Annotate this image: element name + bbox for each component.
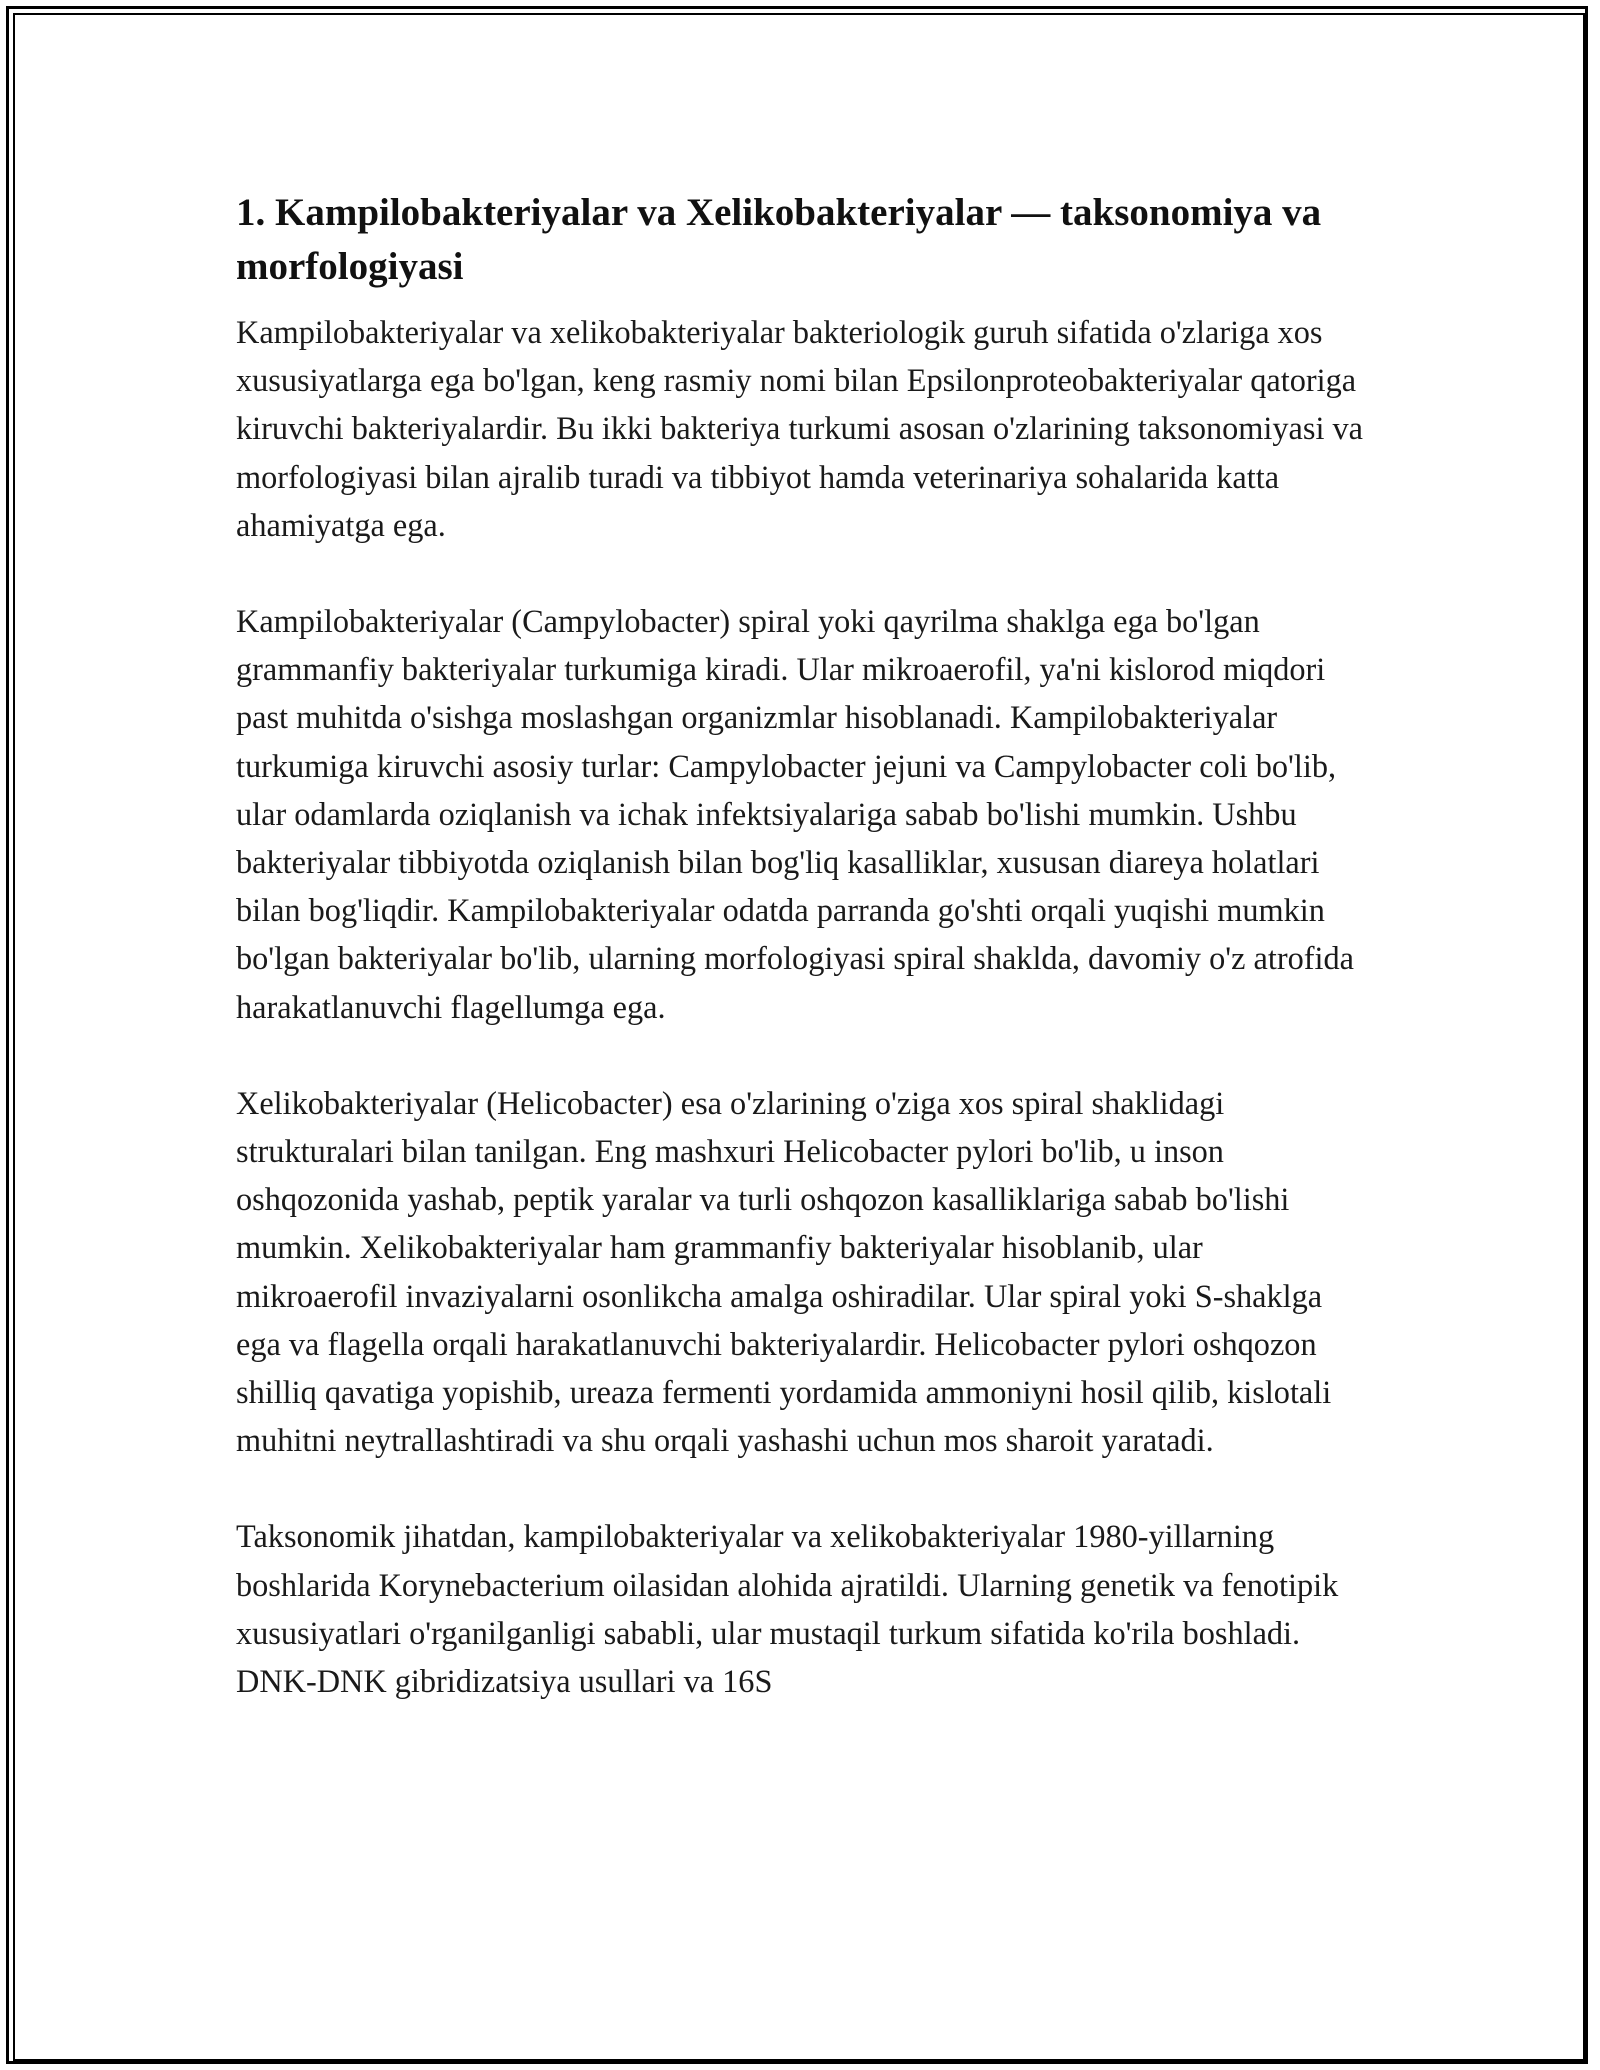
document-body	[236, 186, 1366, 1753]
paragraph-intro: Kampilobakteriyalar va xelikobakteriyalar bakteriologik guruh sifatida o'zlariga xos xususiyatlarga ega bo'lgan, keng rasmiy nomi bilan Epsilonproteobakteriyalar qatoriga kiruvchi bakteriyalardir. Bu ikki bakteriya turkumi asosan o'zlarining taksonomiyasi va morfologiyasi bilan ajralib turadi va tibbiyot hamda veterinariya sohalarida katta ahamiyatga ega.	[236, 314, 1363, 543]
paragraph-helicobacter: Xelikobakteriyalar (Helicobacter) esa o'zlarining o'ziga xos spiral shaklidagi strukturalari bilan tanilgan. Eng mashxuri Helicobacter pylori bo'lib, u inson oshqozonida yashab, peptik yaralar va turli oshqozon kasalliklariga sabab bo'lishi mumkin. Xelikobakteriyalar ham grammanfiy bakteriyalar hisoblanib, ular mikroaerofil invaziyalarni osonlikcha amalga oshiradilar. Ular spiral yoki S-shaklga ega va flagella orqali harakatlanuvchi bakteriyalardir. Helicobacter pylori oshqozon shilliq qavatiga yopishib, ureaza fermenti yordamida ammoniyni hosil qilib, kislotali muhitni neytrallashtiradi va shu orqali yashashi uchun mos sharoit yaratadi.	[236, 1084, 1332, 1459]
paragraph-campylobacter: Kampilobakteriyalar (Campylobacter) spiral yoki qayrilma shaklga ega bo'lgan grammanfiy bakteriyalar turkumiga kiradi. Ular mikroaerofil, ya'ni kislorod miqdori past muhitda o'sishga moslashgan organizmlar hisoblanadi. Kampilobakteriyalar turkumiga kiruvchi asosiy turlar: Campylobacter jejuni va Campylobacter coli bo'lib, ular odamlarda oziqlanish va ichak infektsiyalariga sabab bo'lishi mumkin. Ushbu bakteriyalar tibbiyotda oziqlanish bilan bog'liq kasalliklar, xususan diareya holatlari bilan bog'liqdir. Kampilobakteriyalar odatda parranda go'shti orqali yuqishi mumkin bo'lgan bakteriyalar bo'lib, ularning morfologiyasi spiral shaklda, davomiy o'z atrofida harakatlanuvchi flagellumga ega.	[236, 603, 1354, 1025]
document-title: 1. Kampilobakteriyalar va Xelikobakteriyalar — taksonomiya va morfologiyasi	[236, 191, 1322, 288]
paragraph-taxonomy: Taksonomik jihatdan, kampilobakteriyalar va xelikobakteriyalar 1980-yillarning boshlarida Korynebacterium oilasidan alohida ajratildi. Ularning genetik va fenotipik xususiyatlari o'rganilganligi sababli, ular mustaqil turkum sifatida ko'rila boshladi. DNK-DNK gibridizatsiya usullari va 16S	[236, 1518, 1339, 1700]
